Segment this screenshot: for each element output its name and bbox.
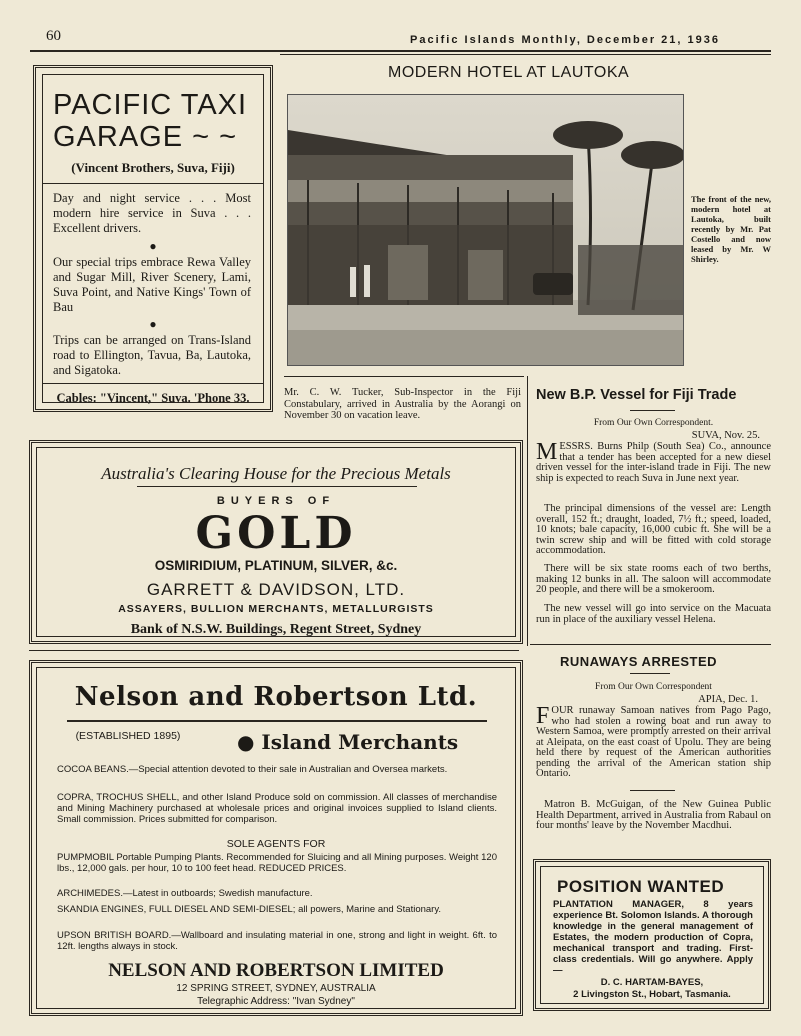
gold-advert <box>29 440 523 644</box>
bp-byline: From Our Own Correspondent. <box>593 418 714 428</box>
runaways-para-text: OUR runaway Samoan natives from Pago Pago, who had stolen a rowing boat and run away to Western Samoa, were promptly arrested on their arrival at Aleipata, on the east coast of Upolu. They are being held there by request of the American authorities pending the arrival of the American station ship Ontario. <box>536 705 771 779</box>
nelson-title: Nelson and Robertson Ltd. <box>74 682 478 712</box>
nelson-copra: COPRA, TROCHUS SHELL, and other Island Produce sold on commission. All classes of merchandise and Mining Machinery purchased at wholesale prices and original invoices supplied to Island clients. Small commission. Prices submitted for comparison. <box>57 792 497 825</box>
runaways-drop-cap: F <box>536 703 550 729</box>
bp-para-3: There will be six state rooms each of two berths, making 12 bunks in all. The saloon will accommodate 20 people, and there will be a smokeroom. <box>536 563 771 595</box>
position-wanted-advert <box>533 859 771 1011</box>
rule <box>630 673 670 674</box>
bp-para-4: The new vessel will go into service on the Macuata run in place of the auxiliary vessel Helena. <box>536 603 771 625</box>
rule <box>630 410 675 411</box>
nelson-established: (ESTABLISHED 1895) <box>75 730 181 742</box>
bp-para-1-text: ESSRS. Burns Philp (South Sea) Co., announce that a tender has been accepted for a new diesel driven vessel for the inter-island trade in Fiji. The new ship is expected to reach Suva in June next year. <box>536 441 771 484</box>
bp-vessel-title: New B.P. Vessel for Fiji Trade <box>536 387 737 403</box>
runaways-dateline: APIA, Dec. 1. <box>698 694 758 705</box>
hotel-photo <box>287 94 684 366</box>
taxi-para-1: Day and night service . . . Most modern hire service in Suva . . . Excellent drivers. <box>53 191 251 235</box>
rule <box>29 650 519 651</box>
position-body: PLANTATION MANAGER, 8 years experience Bt. Solomon Islands. A thorough knowledge in the general management of Estates, the modern production of Copra, mechanical transport and trading. First-class credentials. Will go anywhere. Apply— <box>553 899 753 976</box>
nelson-skandia: SKANDIA ENGINES, FULL DIESEL AND SEMI-DIESEL; all powers, Marine and Stationary. <box>57 904 442 915</box>
nelson-company-name: NELSON AND ROBERTSON LIMITED <box>108 960 444 981</box>
nelson-telegraphic: Telegraphic Address: "Ivan Sydney" <box>197 996 355 1007</box>
gold-script-line: Australia's Clearing House for the Precious Metals <box>101 464 451 483</box>
runaways-para <box>536 703 771 780</box>
nelson-pumpmobil: PUMPMOBIL Portable Pumping Plants. Recommended for Sluicing and all Mining purposes. Weight 120 lbs., 12,000 gals. per hour, 10 to 100 feet head. REDUCED PRICES. <box>57 852 497 874</box>
bp-drop-cap: M <box>536 439 558 465</box>
taxi-title <box>53 89 247 153</box>
nelson-archimedes: ARCHIMEDES.—Latest in outboards; Swedish manufacture. <box>57 888 313 899</box>
runaways-title: RUNAWAYS ARRESTED <box>560 654 718 669</box>
taxi-para-3: Trips can be arranged on Trans-Island road to Ellington, Tavua, Ba, Lautoka, and Sigatoka. <box>53 333 251 377</box>
rule <box>630 790 675 791</box>
taxi-advert <box>33 65 273 412</box>
nelson-cocoa: COCOA BEANS.—Special attention devoted to their sale in Australian and Oversea markets. <box>57 764 448 775</box>
bp-para-1 <box>536 439 771 484</box>
gold-metals: OSMIRIDIUM, PLATINUM, SILVER, &c. <box>154 558 398 573</box>
taxi-divider <box>43 183 263 184</box>
gold-buyers: BUYERS OF <box>216 495 336 507</box>
hotel-caption: The front of the new, modern hotel at Lautoka, built recently by Mr. Pat Costello and now leased by Mr. W Shirley. <box>691 194 771 264</box>
position-address: 2 Livingston St., Hobart, Tasmania. <box>573 989 731 1000</box>
header-rule <box>30 50 771 52</box>
bullet-icon: ● <box>149 239 157 253</box>
position-title: POSITION WANTED <box>557 877 725 896</box>
taxi-title-line1: PACIFIC TAXI <box>53 89 248 121</box>
running-head: Pacific Islands Monthly, December 21, 1936 <box>410 34 721 46</box>
column-rule <box>527 376 528 646</box>
gold-assayers: ASSAYERS, BULLION MERCHANTS, METALLURGISTS <box>118 603 434 615</box>
bullet-icon: ● <box>149 317 157 331</box>
rule <box>67 720 487 722</box>
bp-dateline: SUVA, Nov. 25. <box>691 430 760 441</box>
header-rule-thin <box>280 54 771 55</box>
page-number: 60 <box>46 28 61 44</box>
taxi-divider <box>43 383 263 384</box>
nelson-upson: UPSON BRITISH BOARD.—Wallboard and insulating material in one, strong and light in weight. 6ft. to 12ft. lengths always in stock. <box>57 930 497 952</box>
taxi-cables: Cables: "Vincent," Suva. 'Phone 33. <box>56 391 250 405</box>
taxi-title-line2: GARAGE ~ ~ <box>53 121 238 153</box>
mcguigan-note: Matron B. McGuigan, of the New Guinea Public Health Department, arrived in Australia from Rabaul on four months' leave by the November Macdhui. <box>536 799 772 831</box>
rule <box>530 644 771 645</box>
gold-word: GOLD <box>195 508 357 559</box>
taxi-para-2: Our special trips embrace Rewa Valley and Sugar Mill, River Scenery, Lami, Suva Point, and Native Kings' Town of Bau <box>53 255 251 314</box>
tucker-note: Mr. C. W. Tucker, Sub-Inspector in the Fiji Constabulary, arrived in Australia by the Aorangi on November 30 on vacation leave. <box>284 387 521 421</box>
gold-bank: Bank of N.S.W. Buildings, Regent Street, Sydney <box>130 622 422 637</box>
hotel-title: MODERN HOTEL AT LAUTOKA <box>388 64 630 81</box>
taxi-subtitle: (Vincent Brothers, Suva, Fiji) <box>71 160 235 175</box>
gold-firm: GARRETT & DAVIDSON, LTD. <box>146 580 406 599</box>
rule <box>284 376 524 377</box>
nelson-sole-agents: SOLE AGENTS FOR <box>226 838 326 850</box>
rule <box>137 486 417 487</box>
nelson-advert <box>29 660 523 1016</box>
nelson-address: 12 SPRING STREET, SYDNEY, AUSTRALIA <box>176 983 376 994</box>
runaways-byline: From Our Own Correspondent <box>595 682 712 692</box>
bp-para-2: The principal dimensions of the vessel are: Length overall, 152 ft.; draught, loaded, 7½ ft.; speed, loaded, 10 knots; bale capacity, 16,000 cubic ft. She will be a twin screw ship and will be fitted with cold storage accommodation. <box>536 503 771 556</box>
nelson-island-merchants: ● Island Merchants <box>237 730 459 754</box>
position-name: D. C. HARTAM-BAYES, <box>600 977 704 988</box>
